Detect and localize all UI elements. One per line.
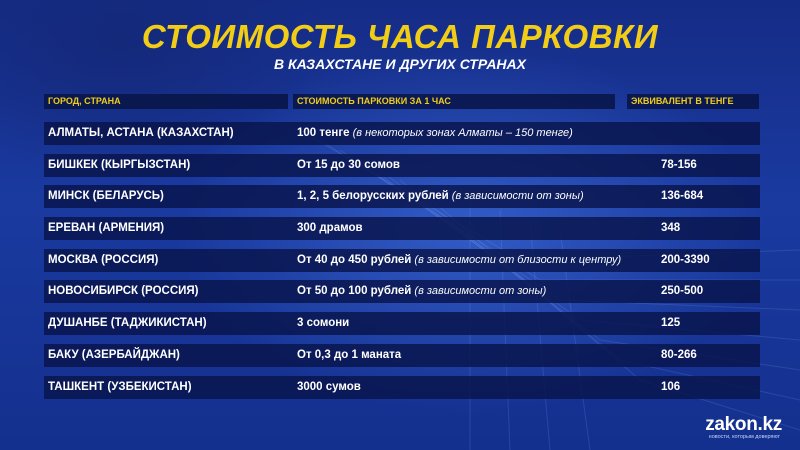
equivalent-cell: 348 bbox=[661, 222, 681, 235]
cost-value: 3 сомони bbox=[297, 317, 350, 330]
cost-cell bbox=[297, 185, 584, 208]
city-cell: ТАШКЕНТ (УЗБЕКИСТАН) bbox=[48, 380, 192, 393]
column-header-cost-label: СТОИМОСТЬ ПАРКОВКИ ЗА 1 ЧАС bbox=[297, 96, 451, 106]
table-row bbox=[44, 376, 760, 399]
city-cell: ДУШАНБЕ (ТАДЖИКИСТАН) bbox=[48, 317, 207, 330]
cost-note: (в некоторых зонах Алматы – 150 тенге) bbox=[349, 127, 573, 139]
city-cell: БАКУ (АЗЕРБАЙДЖАН) bbox=[48, 348, 180, 361]
cost-cell bbox=[297, 344, 401, 367]
city-cell: МИНСК (БЕЛАРУСЬ) bbox=[48, 190, 164, 203]
cost-cell bbox=[297, 280, 546, 303]
table-row bbox=[44, 154, 760, 177]
city-cell: АЛМАТЫ, АСТАНА (КАЗАХСТАН) bbox=[48, 127, 234, 139]
cost-value: От 15 до 30 сомов bbox=[297, 158, 400, 171]
cost-note: (в зависимости от близости к центру) bbox=[411, 253, 622, 266]
equivalent-cell: 125 bbox=[661, 317, 681, 330]
table-row bbox=[44, 185, 760, 208]
cost-cell bbox=[297, 217, 363, 240]
cost-cell bbox=[297, 312, 349, 335]
table-row bbox=[44, 217, 760, 240]
column-header-equivalent bbox=[627, 94, 759, 109]
table-row bbox=[44, 249, 760, 272]
city-cell: НОВОСИБИРСК (РОССИЯ) bbox=[48, 285, 199, 298]
column-header-city bbox=[44, 94, 288, 109]
equivalent-cell: 136-684 bbox=[661, 190, 704, 203]
cost-value: От 50 до 100 рублей bbox=[297, 285, 412, 298]
table-row bbox=[44, 122, 760, 145]
cost-value: 1, 2, 5 белорусских рублей bbox=[297, 190, 449, 203]
cost-value: 300 драмов bbox=[297, 222, 363, 235]
cost-cell bbox=[297, 376, 361, 399]
city-cell: ЕРЕВАН (АРМЕНИЯ) bbox=[48, 222, 165, 235]
equivalent-cell: 80-266 bbox=[661, 348, 697, 361]
column-header-equivalent-label: ЭКВИВАЛЕНТ В ТЕНГЕ bbox=[631, 96, 734, 106]
cost-cell bbox=[297, 154, 400, 177]
equivalent-cell: 200-3390 bbox=[661, 253, 710, 266]
column-header-cost bbox=[293, 94, 615, 109]
table-row bbox=[44, 344, 760, 367]
table-row bbox=[44, 280, 760, 303]
cost-cell bbox=[297, 122, 573, 145]
logo-tagline: новости, которым доверяют bbox=[708, 434, 780, 440]
cost-value: 3000 сумов bbox=[297, 380, 361, 393]
equivalent-cell: 250-500 bbox=[661, 285, 704, 298]
cost-value: От 40 до 450 рублей bbox=[297, 253, 412, 266]
page-title: СТОИМОСТЬ ЧАСА ПАРКОВКИ bbox=[141, 18, 659, 55]
equivalent-cell: 78-156 bbox=[661, 158, 697, 171]
equivalent-cell: 106 bbox=[661, 380, 681, 393]
column-header-city-label: ГОРОД, СТРАНА bbox=[48, 96, 121, 106]
cost-note: (в зависимости от зоны) bbox=[411, 285, 547, 298]
table-row bbox=[44, 312, 760, 335]
page-subtitle: В КАЗАХСТАНЕ И ДРУГИХ СТРАНАХ bbox=[274, 56, 526, 72]
cost-value: От 0,3 до 1 маната bbox=[297, 348, 402, 361]
city-cell: БИШКЕК (КЫРГЫЗСТАН) bbox=[48, 158, 191, 171]
cost-value: 100 тенге bbox=[297, 127, 350, 139]
city-cell: МОСКВА (РОССИЯ) bbox=[48, 253, 159, 266]
cost-cell bbox=[297, 249, 621, 272]
cost-note: (в зависимости от зоны) bbox=[448, 190, 584, 203]
parking-cost-table bbox=[44, 122, 760, 407]
zakon-logo: zakon.kz bbox=[705, 414, 782, 435]
